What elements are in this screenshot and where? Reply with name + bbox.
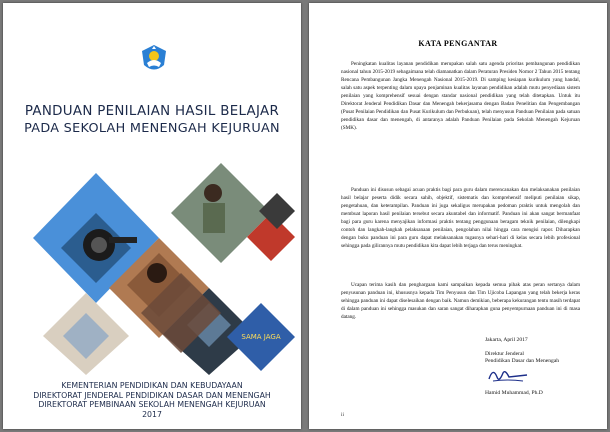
tut-wuri-handayani-logo xyxy=(138,43,170,75)
preface-paragraph-1: Peningkatan kualitas layanan pendidikan merupakan salah satu agenda prioritas pembangunan pendidikan nasional tahun 2015-2019 sebagaimana telah diamanatkan dalam Peraturan Presiden Nomor 2 Tahun 2015 tentang Rencana Pembangunan Jangka Menengah Nasional 2015-2019. Di samping kesiapan kurikulum yang handal, salah satu aspek terpenting dalam upaya penjaminan kualitas layanan pendidikan adalah mutu penyediaan sistem penilaian yang komprehensif sesuai dengan standar nasional pendidikan yang telah ditetapkan. Untuk itu Direktorat Jenderal Pendidikan Dasar dan Menengah bekerjasama dengan Badan Penelitian dan Pengembangan (Pusat Penilaian Pendidikan dan Pusat Kurikulum dan Perbukuan), telah menyusun Panduan Penilaian pada satuan pendidikan dasar dan menengah, di antaranya adalah Panduan Penilaian pada Sekolah Menengah Kejuruan (SMK). xyxy=(341,61,580,132)
signature-role-line2: Pendidikan Dasar dan Menengah xyxy=(485,358,560,365)
collage-signage-text: SAMA JAGA xyxy=(241,333,281,341)
preface-title: KATA PENGANTAR xyxy=(418,39,498,48)
signature-role-line1: Direktur Jenderal xyxy=(485,351,524,357)
cover-footer xyxy=(3,381,301,419)
cover-footer-directorate: DIREKTORAT PEMBINAAN SEKOLAH MENENGAH KEJURUAN xyxy=(38,400,266,410)
preface-page xyxy=(309,3,607,429)
cover-title-line2: PADA SEKOLAH MENENGAH KEJURUAN xyxy=(24,121,280,136)
preface-paragraph-3: Ucapan terima kasih dan penghargaan kami sampaikan kepada semua pihak atas peran sertanya dalam penyusunan panduan ini, khususnya kepada Tim Penyusun dan Tim Ujicoba Lapangan yang telah bekerja keras sehingga panduan ini dapat diselesaikan dengan baik. Namun demikian, beberapa kekurangan tentu masih terdapat di dalam panduan ini sehingga masukan dan saran sangat diharapkan guna penyempurnaan panduan ini di masa datang. xyxy=(341,282,580,321)
handwritten-signature xyxy=(483,365,533,385)
cover-photo-collage xyxy=(31,153,295,375)
cover-footer-ministry: KEMENTERIAN PENDIDIKAN DAN KEBUDAYAAN xyxy=(61,381,243,390)
cover-title-line1: PANDUAN PENILAIAN HASIL BELAJAR xyxy=(24,104,280,119)
page-number: ii xyxy=(341,412,344,418)
signatory-name: Hamid Muhammad, Ph.D xyxy=(485,390,543,396)
cover-footer-directorate-general: DIREKTORAT JENDERAL PENDIDIKAN DASAR DAN MENENGAH xyxy=(33,390,271,400)
cover-footer-year: 2017 xyxy=(142,409,162,419)
signature-role xyxy=(485,351,559,366)
preface-paragraph-2: Panduan ini disusun sebagai acuan praktis bagi para guru dalam merencanakan dan melaksanakan penilaian hasil belajar peserta didik secara sahih, objektif, sistematis dan komprehensif meliputi penilaian sikap, pengetahuan, dan keterampilan. Panduan ini juga sekaligus merupakan pedoman praktis untuk mengolah dan membuat laporan hasil penilaian tersebut secara akuntabel dan informatif. Panduan ini akan sangat bermanfaat bagi para guru karena menyajikan informasi praktis tentang penggunaan beragam teknik penilaian, dilengkapi contoh dan langkah-langkah pelaksanaan penilaian, pengolahan nilai hingga cara mengisi rapor. Diharapkan dengan buku panduan ini para guru dapat melaksanakan tugasnya sehari-hari di kelas secara lebih profesional sehingga pada gilirannya mutu pendidikan kita dapat lebih terjaga dan terus meningkat. xyxy=(341,187,580,250)
signature-date: Jakarta, April 2017 xyxy=(485,337,528,343)
cover-page xyxy=(3,3,301,429)
